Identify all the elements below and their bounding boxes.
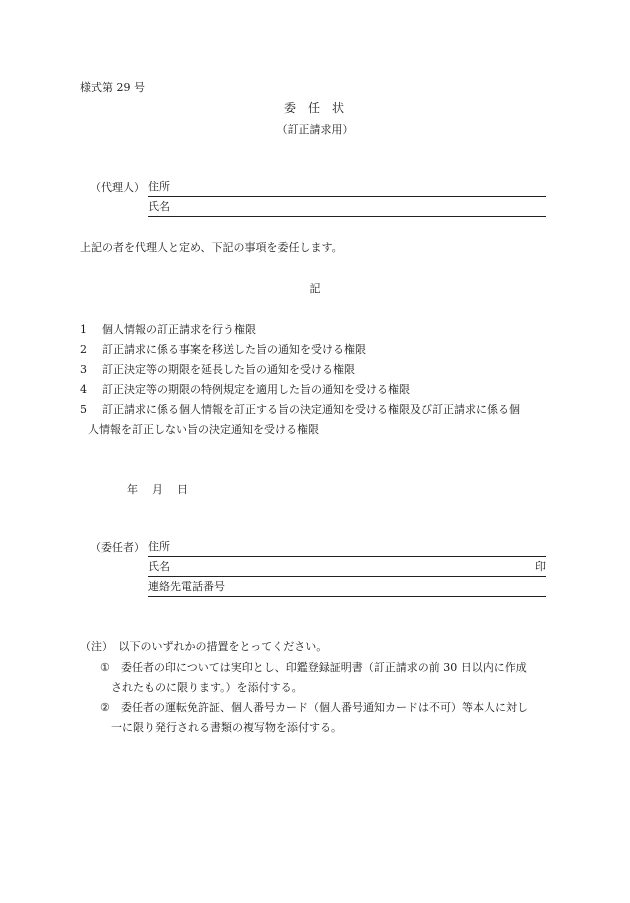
document-title: 委任状 [283, 101, 356, 115]
agent-name-field[interactable] [148, 199, 546, 217]
principal-name-underline [148, 576, 546, 577]
principal-phone-field[interactable] [148, 579, 546, 597]
item-number: 2 [80, 343, 87, 356]
principal-address-underline [148, 556, 546, 557]
list-item [80, 320, 550, 340]
seal-mark: 印 [535, 560, 546, 573]
item-text: 訂正決定等の期限を延長した旨の通知を受ける権限 [102, 363, 355, 376]
item-number: 1 [80, 323, 87, 336]
principal-address-label: 住所 [148, 540, 170, 553]
ki-heading: 記 [309, 282, 321, 295]
principal-phone-underline [148, 596, 546, 597]
note-text-continuation: されたものに限ります。）を添付する。 [111, 681, 303, 694]
date-month: 月 [152, 483, 163, 496]
item-text: 個人情報の訂正請求を行う権限 [102, 323, 256, 336]
principal-role-label: （委任者） [90, 541, 145, 554]
principal-name-label: 氏名 [148, 560, 170, 573]
item-number: 4 [80, 383, 87, 396]
list-item [80, 380, 550, 400]
delegation-statement: 上記の者を代理人と定め、下記の事項を委任します。 [80, 241, 343, 254]
item-text: 訂正請求に係る事案を移送した旨の通知を受ける権限 [102, 343, 366, 356]
note-mark: ① [100, 661, 110, 674]
principal-name-field[interactable] [148, 559, 546, 577]
date-year: 年 [127, 483, 138, 496]
date-day: 日 [177, 483, 188, 496]
date-line[interactable] [127, 482, 202, 498]
agent-name-label: 氏名 [148, 200, 170, 213]
agent-address-label: 住所 [148, 180, 170, 193]
note-item [100, 698, 552, 738]
note-text: 委任者の印については実印とし、印鑑登録証明書（訂正請求の前 30 日以内に作成 [121, 661, 527, 674]
list-item [80, 340, 550, 360]
item-text-continuation: 人情報を訂正しない旨の決定通知を受ける権限 [88, 423, 319, 436]
agent-role-label: （代理人） [90, 181, 145, 194]
note-text-continuation: 一に限り発行される書類の複写物を添付する。 [111, 721, 342, 734]
note-text: 委任者の運転免許証、個人番号カード（個人番号通知カードは不可）等本人に対し [121, 701, 528, 714]
note-item [100, 658, 552, 698]
form-number: 様式第 29 号 [80, 81, 145, 94]
principal-phone-label: 連絡先電話番号 [148, 580, 225, 593]
item-number: 3 [80, 363, 87, 376]
notes-heading: （注） 以下のいずれかの措置をとってください。 [80, 640, 328, 653]
agent-address-underline [148, 196, 546, 197]
delegated-authority-list [80, 320, 550, 440]
document-subtitle: （訂正請求用） [276, 123, 354, 136]
item-text: 訂正請求に係る個人情報を訂正する旨の決定通知を受ける権限及び訂正請求に係る個 [102, 403, 520, 416]
note-mark: ② [100, 701, 110, 714]
list-item [80, 400, 550, 440]
item-text: 訂正決定等の期限の特例規定を適用した旨の通知を受ける権限 [102, 383, 410, 396]
agent-name-underline [148, 216, 546, 217]
list-item [80, 360, 550, 380]
item-number: 5 [80, 403, 87, 416]
agent-address-field[interactable] [148, 179, 546, 197]
principal-address-field[interactable] [148, 539, 546, 557]
